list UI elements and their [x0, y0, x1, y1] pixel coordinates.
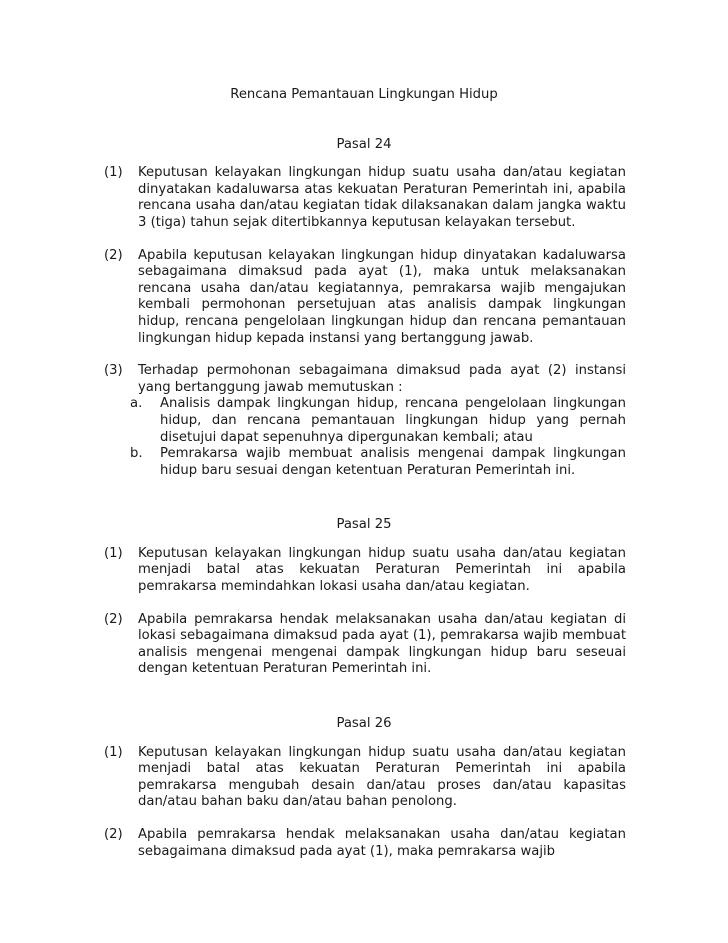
sub-letter: a. — [130, 396, 143, 412]
ayat-item — [104, 248, 624, 348]
ayat-text: Apabila keputusan kelayakan lingkungan hidup dinyatakan kadaluwarsa sebagaimana dimaksud pada ayat (1), maka untuk melaksanakan rencana usaha dan/atau kegiatannya, pemrakarsa wajib mengajukan kembali permohonan persetujuan atas analisis dampak lingkungan hidup, rencana pengelolaan lingkungan hidup dan rencana pemantauan lingkungan hidup kepada instansi yang bertanggung jawab. — [138, 247, 626, 346]
ayat-number: (2) — [104, 611, 123, 627]
ayat-number: (1) — [104, 545, 123, 561]
sub-list — [130, 396, 626, 479]
sub-item — [130, 446, 626, 479]
ayat-number: (2) — [104, 247, 123, 263]
pasal-25-section — [104, 517, 624, 678]
pasal-24-section — [104, 137, 624, 480]
sub-text: Analisis dampak lingkungan hidup, rencana pengelolaan lingkungan hidup, dan rencana pemantauan lingkungan hidup yang pernah disetujui dapat sepenuhnya dipergunakan kembali; atau — [160, 396, 626, 445]
ayat-text: Keputusan kelayakan lingkungan hidup suatu usaha dan/atau kegiatan menjadi batal atas kekuatan Peraturan Pemerintah ini apabila pemrakarsa mengubah desain dan/atau proses dan/atau kapasitas dan/atau bahan baku dan/atau bahan penolong. — [138, 744, 626, 810]
pasal-26-section — [104, 716, 624, 860]
pasal-heading: Pasal 24 — [336, 136, 392, 152]
ayat-text: Terhadap permohonan sebagaimana dimaksud pada ayat (2) instansi yang bertanggung jawab memutuskan : — [138, 363, 626, 395]
ayat-number: (1) — [104, 165, 123, 181]
sub-text: Pemrakarsa wajib membuat analisis mengenai dampak lingkungan hidup baru sesuai dengan ketentuan Peraturan Pemerintah ini. — [160, 446, 626, 478]
pasal-heading: Pasal 26 — [336, 716, 392, 732]
ayat-text: Keputusan kelayakan lingkungan hidup suatu usaha dan/atau kegiatan dinyatakan kadaluwarsa atas kekuatan Peraturan Pemerintah ini, apabila rencana usaha dan/atau kegiatan tidak dilaksanakan dalam jangka waktu 3 (tiga) tahun sejak ditertibkannya keputusan kelayakan tersebut. — [138, 165, 626, 230]
ayat-number: (2) — [104, 827, 123, 842]
ayat-number: (3) — [104, 363, 123, 379]
ayat-item — [104, 546, 624, 596]
sub-letter: b. — [130, 446, 143, 462]
ayat-item — [104, 827, 624, 860]
document-title: Rencana Pemantauan Lingkungan Hidup — [230, 87, 498, 102]
ayat-text: Apabila pemrakarsa hendak melaksanakan usaha dan/atau kegiatan di lokasi sebagaimana dimaksud pada ayat (1), pemrakarsa wajib membuat analisis mengenai mengenai dampak lingkungan hidup baru seseuai dengan ketentuan Peraturan Pemerintah ini. — [138, 611, 626, 677]
ayat-text: Apabila pemrakarsa hendak melaksanakan usaha dan/atau kegiatan sebagaimana dimaksud pada ayat (1), maka pemrakarsa wajib — [138, 827, 626, 859]
ayat-item — [104, 745, 624, 811]
ayat-text: Keputusan kelayakan lingkungan hidup suatu usaha dan/atau kegiatan menjadi batal atas kekuatan Peraturan Pemerintah ini apabila pemrakarsa memindahkan lokasi usaha dan/atau kegiatan. — [138, 545, 626, 595]
ayat-item — [104, 363, 624, 479]
ayat-item — [104, 165, 624, 231]
pasal-heading: Pasal 25 — [336, 517, 392, 533]
ayat-number: (1) — [104, 744, 123, 760]
sub-item — [130, 396, 626, 446]
ayat-item — [104, 612, 624, 678]
